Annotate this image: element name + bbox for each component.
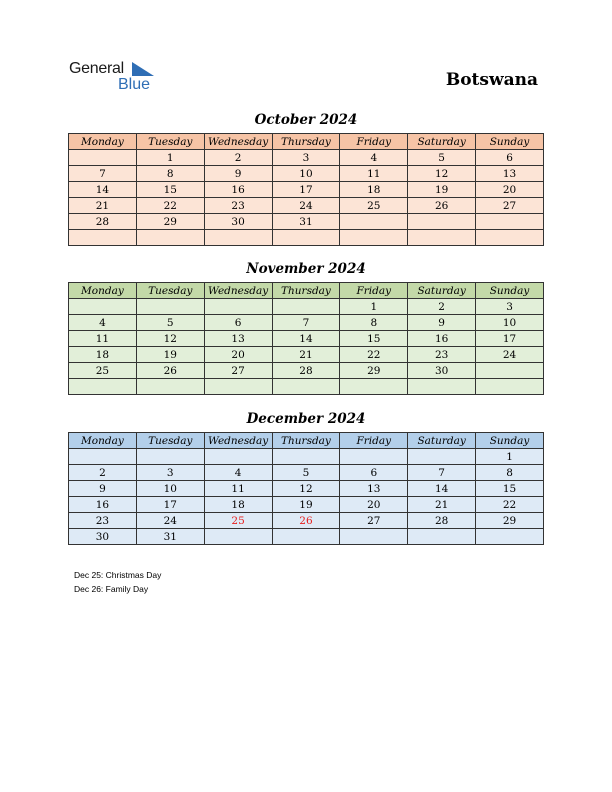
day-cell: 5 bbox=[136, 315, 204, 331]
day-cell: 22 bbox=[340, 347, 408, 363]
day-cell: 16 bbox=[408, 331, 476, 347]
day-cell: 18 bbox=[340, 182, 408, 198]
day-cell: 9 bbox=[204, 166, 272, 182]
day-cell bbox=[340, 379, 408, 395]
day-cell: 6 bbox=[476, 150, 544, 166]
day-cell: 27 bbox=[340, 513, 408, 529]
day-cell: 19 bbox=[136, 347, 204, 363]
week-row bbox=[69, 214, 544, 230]
week-row bbox=[69, 182, 544, 198]
day-cell: 5 bbox=[408, 150, 476, 166]
weekday-header: Monday bbox=[69, 283, 137, 299]
week-row bbox=[69, 497, 544, 513]
day-cell: 10 bbox=[136, 481, 204, 497]
day-cell: 5 bbox=[272, 465, 340, 481]
day-cell: 1 bbox=[136, 150, 204, 166]
day-cell bbox=[69, 379, 137, 395]
day-cell: 21 bbox=[69, 198, 137, 214]
day-cell: 14 bbox=[69, 182, 137, 198]
weekday-header-row bbox=[69, 433, 544, 449]
day-cell bbox=[204, 529, 272, 545]
day-cell: 18 bbox=[204, 497, 272, 513]
generalblue-logo bbox=[69, 60, 169, 96]
week-row bbox=[69, 363, 544, 379]
day-cell: 3 bbox=[476, 299, 544, 315]
day-cell: 4 bbox=[69, 315, 137, 331]
weekday-header: Saturday bbox=[408, 283, 476, 299]
week-row bbox=[69, 449, 544, 465]
weekday-header: Thursday bbox=[272, 283, 340, 299]
week-row bbox=[69, 331, 544, 347]
weekday-header: Sunday bbox=[476, 283, 544, 299]
week-row bbox=[69, 198, 544, 214]
month-title-december: December 2024 bbox=[246, 411, 366, 427]
weekday-header: Saturday bbox=[408, 134, 476, 150]
week-row bbox=[69, 315, 544, 331]
day-cell bbox=[136, 379, 204, 395]
weekday-header: Tuesday bbox=[136, 134, 204, 150]
day-cell: 22 bbox=[476, 497, 544, 513]
day-cell bbox=[204, 449, 272, 465]
logo-text-general: General bbox=[69, 60, 124, 77]
day-cell: 27 bbox=[476, 198, 544, 214]
day-cell: 13 bbox=[340, 481, 408, 497]
weekday-header: Saturday bbox=[408, 433, 476, 449]
day-cell bbox=[272, 449, 340, 465]
day-cell bbox=[136, 449, 204, 465]
day-cell: 1 bbox=[340, 299, 408, 315]
weekday-header: Monday bbox=[69, 134, 137, 150]
weekday-header: Wednesday bbox=[204, 134, 272, 150]
weekday-header-row bbox=[69, 134, 544, 150]
day-cell bbox=[476, 214, 544, 230]
day-cell bbox=[204, 299, 272, 315]
day-cell: 10 bbox=[476, 315, 544, 331]
logo-text-blue: Blue bbox=[118, 76, 151, 93]
day-cell: 13 bbox=[204, 331, 272, 347]
weekday-header: Tuesday bbox=[136, 283, 204, 299]
day-cell: 19 bbox=[408, 182, 476, 198]
day-cell bbox=[69, 230, 137, 246]
day-cell bbox=[476, 379, 544, 395]
day-cell: 11 bbox=[340, 166, 408, 182]
day-cell: 18 bbox=[69, 347, 137, 363]
day-cell: 2 bbox=[408, 299, 476, 315]
day-cell: 16 bbox=[204, 182, 272, 198]
day-cell: 17 bbox=[272, 182, 340, 198]
day-cell: 6 bbox=[204, 315, 272, 331]
day-cell: 27 bbox=[204, 363, 272, 379]
weekday-header: Monday bbox=[69, 433, 137, 449]
day-cell bbox=[272, 230, 340, 246]
week-row bbox=[69, 465, 544, 481]
day-cell: 24 bbox=[476, 347, 544, 363]
day-cell: 10 bbox=[272, 166, 340, 182]
week-row bbox=[69, 529, 544, 545]
day-cell bbox=[476, 363, 544, 379]
day-cell: 29 bbox=[136, 214, 204, 230]
day-cell: 30 bbox=[69, 529, 137, 545]
country-title: Botswana bbox=[445, 70, 538, 90]
day-cell bbox=[69, 299, 137, 315]
day-cell: 21 bbox=[408, 497, 476, 513]
week-row bbox=[69, 299, 544, 315]
day-cell: 23 bbox=[69, 513, 137, 529]
weekday-header: Thursday bbox=[272, 433, 340, 449]
weekday-header: Tuesday bbox=[136, 433, 204, 449]
day-cell bbox=[408, 379, 476, 395]
day-cell: 7 bbox=[408, 465, 476, 481]
day-cell: 1 bbox=[476, 449, 544, 465]
day-cell: 30 bbox=[204, 214, 272, 230]
calendar-december bbox=[68, 432, 544, 545]
day-cell: 11 bbox=[204, 481, 272, 497]
day-cell: 15 bbox=[340, 331, 408, 347]
day-cell bbox=[408, 230, 476, 246]
week-row bbox=[69, 347, 544, 363]
week-row bbox=[69, 513, 544, 529]
day-cell: 20 bbox=[204, 347, 272, 363]
day-cell bbox=[340, 230, 408, 246]
day-cell: 31 bbox=[272, 214, 340, 230]
weekday-header: Wednesday bbox=[204, 283, 272, 299]
day-cell: 24 bbox=[272, 198, 340, 214]
day-cell: 24 bbox=[136, 513, 204, 529]
day-cell: 12 bbox=[408, 166, 476, 182]
weekday-header: Friday bbox=[340, 433, 408, 449]
day-cell: 7 bbox=[69, 166, 137, 182]
day-cell: 14 bbox=[408, 481, 476, 497]
holiday-item: Dec 26: Family Day bbox=[74, 584, 149, 594]
month-title-november: November 2024 bbox=[246, 261, 366, 277]
week-row bbox=[69, 379, 544, 395]
day-cell: 3 bbox=[272, 150, 340, 166]
day-cell: 13 bbox=[476, 166, 544, 182]
week-row bbox=[69, 150, 544, 166]
day-cell: 23 bbox=[408, 347, 476, 363]
day-cell: 29 bbox=[340, 363, 408, 379]
day-cell: 22 bbox=[136, 198, 204, 214]
day-cell bbox=[272, 299, 340, 315]
day-cell bbox=[476, 230, 544, 246]
weekday-header: Friday bbox=[340, 134, 408, 150]
day-cell: 25 bbox=[204, 513, 272, 529]
day-cell: 8 bbox=[340, 315, 408, 331]
day-cell bbox=[69, 150, 137, 166]
holiday-list bbox=[74, 568, 161, 596]
day-cell bbox=[272, 379, 340, 395]
day-cell bbox=[476, 529, 544, 545]
day-cell: 20 bbox=[340, 497, 408, 513]
day-cell: 25 bbox=[69, 363, 137, 379]
day-cell: 9 bbox=[408, 315, 476, 331]
day-cell: 15 bbox=[476, 481, 544, 497]
day-cell bbox=[69, 449, 137, 465]
day-cell: 26 bbox=[272, 513, 340, 529]
day-cell: 21 bbox=[272, 347, 340, 363]
day-cell: 20 bbox=[476, 182, 544, 198]
day-cell: 28 bbox=[272, 363, 340, 379]
day-cell: 7 bbox=[272, 315, 340, 331]
calendar-november bbox=[68, 282, 544, 395]
weekday-header: Wednesday bbox=[204, 433, 272, 449]
day-cell bbox=[204, 379, 272, 395]
day-cell: 2 bbox=[69, 465, 137, 481]
day-cell bbox=[408, 449, 476, 465]
day-cell: 4 bbox=[340, 150, 408, 166]
weekday-header: Thursday bbox=[272, 134, 340, 150]
day-cell bbox=[204, 230, 272, 246]
day-cell: 16 bbox=[69, 497, 137, 513]
day-cell: 28 bbox=[69, 214, 137, 230]
day-cell bbox=[136, 230, 204, 246]
day-cell: 30 bbox=[408, 363, 476, 379]
day-cell: 19 bbox=[272, 497, 340, 513]
day-cell: 2 bbox=[204, 150, 272, 166]
day-cell: 29 bbox=[476, 513, 544, 529]
day-cell: 26 bbox=[136, 363, 204, 379]
month-title-october: October 2024 bbox=[254, 112, 358, 128]
week-row bbox=[69, 481, 544, 497]
week-row bbox=[69, 166, 544, 182]
weekday-header: Friday bbox=[340, 283, 408, 299]
day-cell: 12 bbox=[272, 481, 340, 497]
day-cell bbox=[136, 299, 204, 315]
weekday-header: Sunday bbox=[476, 433, 544, 449]
day-cell: 8 bbox=[136, 166, 204, 182]
week-row bbox=[69, 230, 544, 246]
day-cell: 17 bbox=[476, 331, 544, 347]
day-cell: 8 bbox=[476, 465, 544, 481]
day-cell bbox=[340, 214, 408, 230]
day-cell: 31 bbox=[136, 529, 204, 545]
logo-triangle-icon bbox=[132, 62, 154, 76]
day-cell bbox=[340, 449, 408, 465]
holiday-item: Dec 25: Christmas Day bbox=[74, 570, 162, 580]
day-cell: 11 bbox=[69, 331, 137, 347]
day-cell bbox=[408, 214, 476, 230]
day-cell: 26 bbox=[408, 198, 476, 214]
day-cell bbox=[340, 529, 408, 545]
day-cell: 12 bbox=[136, 331, 204, 347]
day-cell: 28 bbox=[408, 513, 476, 529]
day-cell: 4 bbox=[204, 465, 272, 481]
day-cell: 14 bbox=[272, 331, 340, 347]
weekday-header-row bbox=[69, 283, 544, 299]
day-cell: 9 bbox=[69, 481, 137, 497]
day-cell: 6 bbox=[340, 465, 408, 481]
calendar-october bbox=[68, 133, 544, 246]
day-cell: 3 bbox=[136, 465, 204, 481]
day-cell bbox=[408, 529, 476, 545]
day-cell bbox=[272, 529, 340, 545]
day-cell: 17 bbox=[136, 497, 204, 513]
day-cell: 15 bbox=[136, 182, 204, 198]
weekday-header: Sunday bbox=[476, 134, 544, 150]
day-cell: 23 bbox=[204, 198, 272, 214]
day-cell: 25 bbox=[340, 198, 408, 214]
